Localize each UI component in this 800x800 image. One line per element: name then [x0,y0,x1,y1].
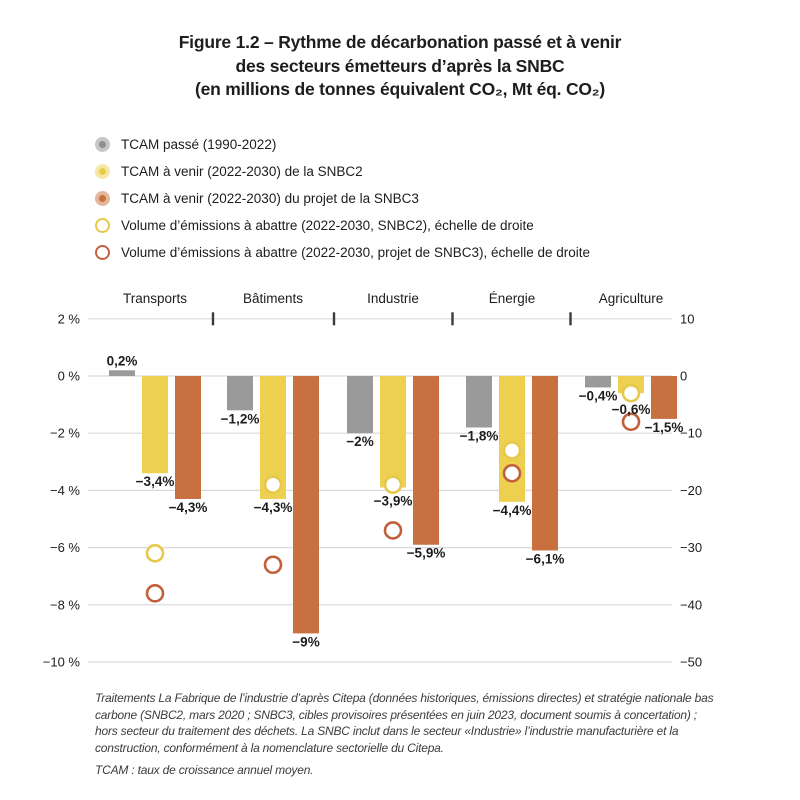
value-label-industrie-tcam-snbc3: −5,9% [406,545,446,561]
figure-title-line3: (en millions de tonnes équivalent CO₂, Mt éq. CO₂) [194,79,606,99]
figure-title-line2: des secteurs émetteurs d’après la SNBC [235,55,565,76]
volume-marker-industrie-vol-snbc3 [385,522,401,538]
value-label-energie-tcam-snbc3: −6,1% [525,551,565,567]
left-axis-tick-label-3: −4 % [50,482,80,498]
right-axis-tick-label-0: 10 [680,311,695,327]
value-label-industrie-tcam-passe: −2% [346,434,374,450]
category-label-energie: Énergie [488,290,536,306]
right-axis-tick-label-3: −20 [680,482,703,498]
right-axis-tick-label-4: −30 [680,540,703,556]
volume-marker-agriculture-vol-snbc2 [623,385,639,401]
value-label-energie-tcam-snbc2: −4,4% [492,502,532,518]
category-label-agriculture: Agriculture [598,290,664,306]
value-label-batiments-tcam-snbc2: −4,3% [253,499,293,515]
left-axis-tick-label-4: −6 % [50,540,80,556]
bar-industrie-tcam-snbc2 [380,376,406,488]
volume-marker-industrie-vol-snbc2 [385,477,401,493]
left-axis-tick-label-5: −8 % [50,597,80,613]
value-label-agriculture-tcam-snbc3: −1,5% [644,419,684,435]
volume-marker-energie-vol-snbc2 [504,442,520,458]
bar-energie-tcam-snbc3 [532,376,558,550]
value-label-transports-tcam-passe: 0,2% [106,353,138,369]
legend-item-label: Volume d’émissions à abattre (2022-2030, projet de SNBC3), échelle de droite [121,245,591,260]
left-axis-tick-label-1: 0 % [57,368,80,384]
bar-agriculture-tcam-passe [585,376,611,387]
volume-marker-transports-vol-snbc3 [147,585,163,601]
bar-agriculture-tcam-snbc3 [651,376,677,419]
value-label-agriculture-tcam-snbc2: −0,6% [611,402,651,418]
bar-energie-tcam-passe [466,376,492,427]
value-label-batiments-tcam-passe: −1,2% [220,411,260,427]
figure-footnote [95,690,715,785]
left-axis-tick-label-2: −2 % [50,425,80,441]
category-label-batiments: Bâtiments [242,290,304,306]
bar-industrie-tcam-passe [347,376,373,433]
left-axis-tick-label-6: −10 % [42,654,80,670]
value-label-transports-tcam-snbc2: −3,4% [135,474,175,490]
right-axis-tick-label-1: 0 [680,368,688,384]
volume-marker-batiments-vol-snbc3 [265,557,281,573]
volume-marker-batiments-vol-snbc2 [265,477,281,493]
value-label-energie-tcam-passe: −1,8% [459,428,499,444]
figure-title-line1: Figure 1.2 – Rythme de décarbonation passé et à venir [178,32,622,52]
category-label-transports: Transports [122,290,188,306]
bar-energie-tcam-snbc2 [499,376,525,502]
bar-transports-tcam-passe [109,370,135,376]
bar-industrie-tcam-snbc3 [413,376,439,545]
right-axis-tick-label-6: −50 [680,654,703,670]
volume-marker-energie-vol-snbc3 [504,465,520,481]
legend-item-label: TCAM passé (1990-2022) [121,137,277,152]
legend-item-label: Volume d’émissions à abattre (2022-2030, SNBC2), échelle de droite [121,218,534,233]
right-axis-tick-label-2: −10 [680,425,703,441]
tcam-definition-note: TCAM : taux de croissance annuel moyen. [95,763,314,777]
legend-item-label: TCAM à venir (2022-2030) de la SNBC2 [121,164,363,179]
legend-item-label: TCAM à venir (2022-2030) du projet de la SNBC3 [121,191,419,206]
bar-transports-tcam-snbc2 [142,376,168,473]
value-label-industrie-tcam-snbc2: −3,9% [373,493,413,509]
source-note: Traitements La Fabrique de l’industrie d’après Citepa (données historiques, émissions directes) et stratégie nationale bas carbone (SNBC2, mars 2020 ; SNBC3, cibles provisoires présentées en juin 2023, document soumis à concertation) ; hors secteur du traitement des déchets. La SNBC inclut dans le secteur «Industrie» l’industrie manufacturière et la construction, conformément à la nomenclature sectorielle du Citepa. [95,691,714,755]
volume-marker-transports-vol-snbc2 [147,545,163,561]
category-label-industrie: Industrie [367,290,419,306]
value-label-agriculture-tcam-passe: −0,4% [578,388,618,404]
bar-transports-tcam-snbc3 [175,376,201,499]
value-label-transports-tcam-snbc3: −4,3% [168,499,208,515]
right-axis-tick-label-5: −40 [680,597,703,613]
bar-batiments-tcam-snbc3 [293,376,319,633]
bar-batiments-tcam-passe [227,376,253,410]
left-axis-tick-label-0: 2 % [57,311,80,327]
value-label-batiments-tcam-snbc3: −9% [292,634,320,650]
